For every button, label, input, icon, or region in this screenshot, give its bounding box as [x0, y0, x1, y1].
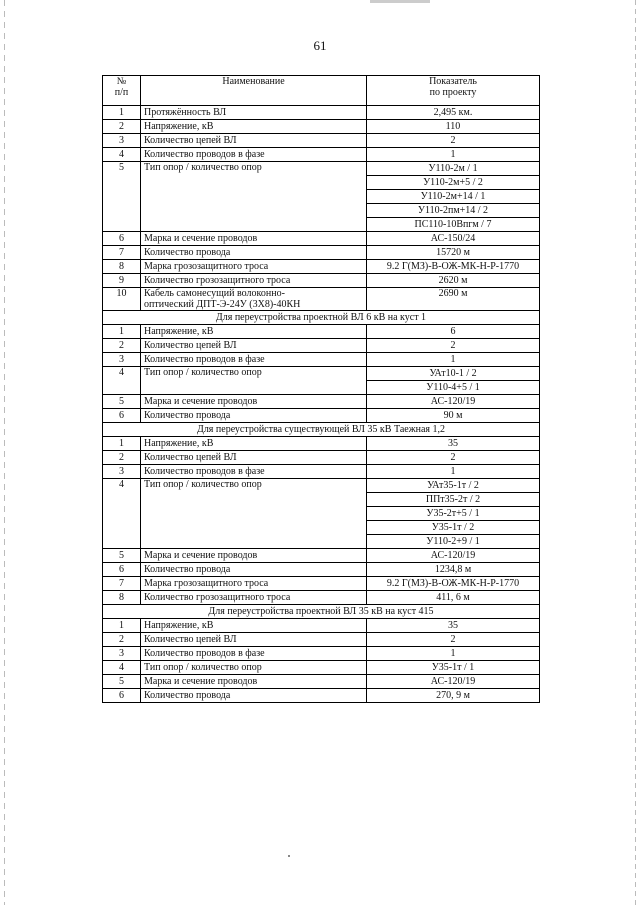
row-number: 4: [103, 367, 141, 395]
row-value: УАт10-1 / 2: [367, 367, 540, 381]
row-name: Количество цепей ВЛ: [141, 339, 367, 353]
row-number: 1: [103, 325, 141, 339]
row-value: 2: [367, 339, 540, 353]
row-name: Тип опор / количество опор: [141, 479, 367, 549]
table-row: [103, 563, 540, 577]
section-title-kust-415: Для переустройства проектной ВЛ 35 кВ на куст 415: [103, 605, 540, 619]
table-row: [103, 395, 540, 409]
row-value: 2: [367, 451, 540, 465]
row-name: Марка и сечение проводов: [141, 232, 367, 246]
table-row: [103, 675, 540, 689]
table-row: [103, 260, 540, 274]
table-row: [103, 479, 540, 493]
row-number: 6: [103, 689, 141, 703]
row-value: УАт35-1т / 2: [367, 479, 540, 493]
table-row: [103, 619, 540, 633]
section-row: [103, 605, 540, 619]
row-value: 15720 м: [367, 246, 540, 260]
row-name: Тип опор / количество опор: [141, 367, 367, 395]
table-body: [103, 106, 540, 703]
row-value: 1: [367, 353, 540, 367]
row-name: Протяжённость ВЛ: [141, 106, 367, 120]
row-number: 3: [103, 353, 141, 367]
row-name: Напряжение, кВ: [141, 437, 367, 451]
row-value: 35: [367, 437, 540, 451]
header-name: Наименование: [141, 76, 367, 106]
row-number: 3: [103, 647, 141, 661]
row-name: Количество провода: [141, 246, 367, 260]
row-value: 2: [367, 633, 540, 647]
table-row: [103, 134, 540, 148]
row-value: У110-2+9 / 1: [367, 535, 540, 549]
table-row: [103, 162, 540, 176]
scan-dot: [288, 855, 290, 857]
header-num: № п/п: [103, 76, 141, 106]
scan-edge-right: [635, 0, 636, 905]
row-value: АС-120/19: [367, 395, 540, 409]
row-value: 2: [367, 134, 540, 148]
section-row: [103, 311, 540, 325]
row-number: 1: [103, 106, 141, 120]
table-row: [103, 325, 540, 339]
table-row: [103, 367, 540, 381]
table-row: [103, 647, 540, 661]
row-number: 6: [103, 409, 141, 423]
project-parameters-table: [102, 75, 540, 703]
row-value: 1: [367, 148, 540, 162]
section-row: [103, 423, 540, 437]
table-row: [103, 437, 540, 451]
row-number: 5: [103, 162, 141, 232]
row-value: АС-120/19: [367, 549, 540, 563]
table-row: [103, 577, 540, 591]
table-row: [103, 451, 540, 465]
table-row: [103, 246, 540, 260]
row-name: Количество грозозащитного троса: [141, 591, 367, 605]
scan-edge-left: [4, 0, 5, 905]
row-value: 110: [367, 120, 540, 134]
row-value: У110-2пм+14 / 2: [367, 204, 540, 218]
row-number: 2: [103, 120, 141, 134]
row-value: У110-2м+14 / 1: [367, 190, 540, 204]
row-name: Марка грозозащитного троса: [141, 577, 367, 591]
row-number: 8: [103, 260, 141, 274]
row-number: 8: [103, 591, 141, 605]
row-number: 5: [103, 549, 141, 563]
row-number: 5: [103, 675, 141, 689]
row-value: 411, 6 м: [367, 591, 540, 605]
row-number: 4: [103, 661, 141, 675]
row-name: Напряжение, кВ: [141, 325, 367, 339]
table-row: [103, 120, 540, 134]
row-name: Количество проводов в фазе: [141, 465, 367, 479]
row-value: У110-2м+5 / 2: [367, 176, 540, 190]
row-value: 90 м: [367, 409, 540, 423]
section-title-kust-1: Для переустройства проектной ВЛ 6 кВ на куст 1: [103, 311, 540, 325]
table-row: [103, 549, 540, 563]
row-number: 7: [103, 246, 141, 260]
table-row: [103, 148, 540, 162]
row-value: 2620 м: [367, 274, 540, 288]
table-row: [103, 274, 540, 288]
row-number: 5: [103, 395, 141, 409]
row-number: 1: [103, 619, 141, 633]
row-number: 3: [103, 465, 141, 479]
section-title-taezhnaya: Для переустройства существующей ВЛ 35 кВ Таежная 1,2: [103, 423, 540, 437]
row-name: Напряжение, кВ: [141, 619, 367, 633]
row-number: 3: [103, 134, 141, 148]
row-name: Количество грозозащитного троса: [141, 274, 367, 288]
row-name: Количество проводов в фазе: [141, 148, 367, 162]
row-number: 4: [103, 479, 141, 549]
row-name: Количество провода: [141, 689, 367, 703]
row-name: Количество цепей ВЛ: [141, 134, 367, 148]
row-name: Количество провода: [141, 563, 367, 577]
row-value: 270, 9 м: [367, 689, 540, 703]
row-value: ПС110-10Впгм / 7: [367, 218, 540, 232]
row-name: Кабель самонесущий волоконно- оптический ДПТ-Э-24У (3Х8)-40КН: [141, 288, 367, 311]
row-value: 9.2 Г(МЗ)-В-ОЖ-МК-Н-Р-1770: [367, 577, 540, 591]
row-value: ППт35-2т / 2: [367, 493, 540, 507]
row-value: 2690 м: [367, 288, 540, 311]
row-value: 6: [367, 325, 540, 339]
row-value: АС-150/24: [367, 232, 540, 246]
row-value: АС-120/19: [367, 675, 540, 689]
row-value: 35: [367, 619, 540, 633]
table-row: [103, 288, 540, 311]
table-row: [103, 409, 540, 423]
row-name: Количество провода: [141, 409, 367, 423]
table-row: [103, 633, 540, 647]
table-row: [103, 591, 540, 605]
row-number: 10: [103, 288, 141, 311]
row-number: 2: [103, 339, 141, 353]
page-number: 61: [313, 38, 327, 53]
header-value: Показатель по проекту: [367, 76, 540, 106]
row-name: Количество цепей ВЛ: [141, 451, 367, 465]
table-row: [103, 339, 540, 353]
row-value: У110-4+5 / 1: [367, 381, 540, 395]
table-row: [103, 353, 540, 367]
row-name: Количество цепей ВЛ: [141, 633, 367, 647]
row-value: У110-2м / 1: [367, 162, 540, 176]
row-value: 2,495 км.: [367, 106, 540, 120]
row-number: 2: [103, 451, 141, 465]
row-name: Марка грозозащитного троса: [141, 260, 367, 274]
row-name: Марка и сечение проводов: [141, 549, 367, 563]
table-row: [103, 661, 540, 675]
row-number: 1: [103, 437, 141, 451]
row-number: 6: [103, 563, 141, 577]
table-row: [103, 465, 540, 479]
table-row: [103, 232, 540, 246]
row-value: 1234,8 м: [367, 563, 540, 577]
row-name: Марка и сечение проводов: [141, 395, 367, 409]
table-row: [103, 689, 540, 703]
row-name: Тип опор / количество опор: [141, 162, 367, 232]
row-number: 6: [103, 232, 141, 246]
row-name: Напряжение, кВ: [141, 120, 367, 134]
row-number: 2: [103, 633, 141, 647]
row-value: У35-1т / 1: [367, 661, 540, 675]
table-header-row: [103, 76, 540, 106]
row-value: 9.2 Г(МЗ)-В-ОЖ-МК-Н-Р-1770: [367, 260, 540, 274]
row-value: 1: [367, 647, 540, 661]
row-name: Количество проводов в фазе: [141, 353, 367, 367]
row-name: Тип опор / количество опор: [141, 661, 367, 675]
row-number: 7: [103, 577, 141, 591]
row-name: Количество проводов в фазе: [141, 647, 367, 661]
row-number: 4: [103, 148, 141, 162]
row-value: У35-2т+5 / 1: [367, 507, 540, 521]
table-row: [103, 106, 540, 120]
row-name: Марка и сечение проводов: [141, 675, 367, 689]
row-value: 1: [367, 465, 540, 479]
row-number: 9: [103, 274, 141, 288]
scan-mark-top: [370, 0, 430, 3]
row-value: У35-1т / 2: [367, 521, 540, 535]
